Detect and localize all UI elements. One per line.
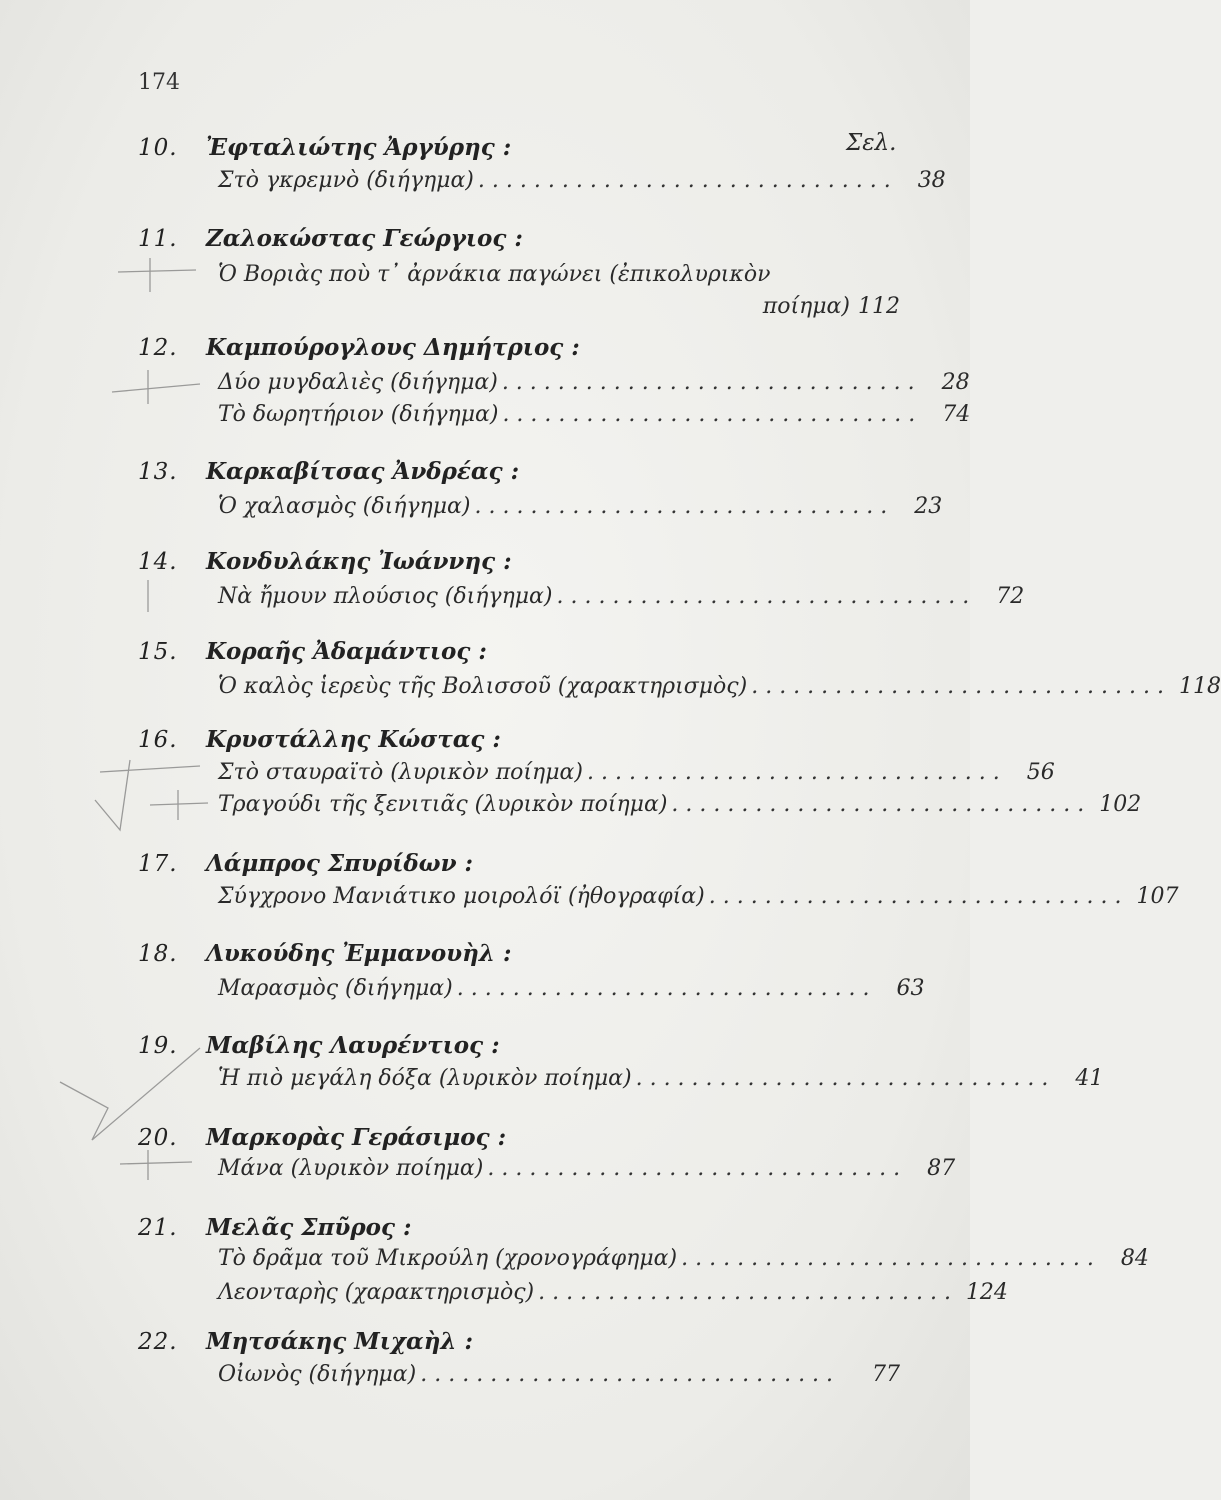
author-heading: 19. Μαβίλης Λαυρέντιος : (138, 1032, 500, 1059)
pencil-cross-mark (120, 1162, 192, 1164)
work-line-continuation: ποίημα) 112 (762, 294, 900, 319)
author-heading: 12. Καμπούρογλους Δημήτριος : (138, 334, 580, 361)
work-line: Στὸ γκρεμνὸ (διήγημα) .............................. 38 (218, 168, 946, 193)
pencil-cross-mark (118, 270, 196, 272)
author-heading: 18. Λυκούδης Ἐμμανουὴλ : (138, 940, 512, 967)
work-line: Ὁ Βοριὰς ποὺ τ᾽ ἀρνάκια παγώνει (ἐπικολυρικὸν (218, 262, 771, 287)
author-heading: 11. Ζαλοκώστας Γεώργιος : (138, 225, 523, 252)
work-line: Μαρασμὸς (διήγημα) .............................. 63 (218, 976, 925, 1001)
work-line: Τραγούδι τῆς ξενιτιᾶς (λυρικὸν ποίημα) .............................. 102 (218, 792, 1142, 817)
work-line: Ὁ χαλασμὸς (διήγημα) .............................. 23 (218, 494, 943, 519)
work-line: Ἡ πιὸ μεγάλη δόξα (λυρικὸν ποίημα) .............................. 41 (218, 1066, 1104, 1091)
work-line: Νὰ ἤμουν πλούσιος (διήγημα) .............................. 72 (218, 584, 1025, 609)
pencil-cross-mark (100, 766, 200, 772)
author-heading: 14. Κονδυλάκης Ἰωάννης : (138, 548, 512, 575)
author-heading: 20. Μαρκορὰς Γεράσιμος : (138, 1124, 507, 1151)
author-heading: 17. Λάμπρος Σπυρίδων : (138, 850, 474, 877)
author-heading: 21. Μελᾶς Σπῦρος : (138, 1214, 412, 1241)
author-heading: 16. Κρυστάλλης Κώστας : (138, 726, 501, 753)
pencil-check-mark (95, 760, 130, 830)
work-line: Δύο μυγδαλιὲς (διήγημα) .............................. 28 (218, 370, 970, 395)
work-line: Τὸ δωρητήριον (διήγημα) .............................. 74 (218, 402, 971, 427)
pencil-cross-mark (150, 803, 208, 805)
pencil-cross-mark (112, 384, 200, 392)
author-heading: 13. Καρκαβίτσας Ἀνδρέας : (138, 458, 520, 485)
work-line: Στὸ σταυραϊτὸ (λυρικὸν ποίημα) .............................. 56 (218, 760, 1055, 785)
author-heading: 22. Μητσάκης Μιχαὴλ : (138, 1328, 474, 1355)
work-line: Ὁ καλὸς ἱερεὺς τῆς Βολισσοῦ (χαρακτηρισμὸς) .............................. 118 (218, 674, 1221, 699)
work-line: Μάνα (λυρικὸν ποίημα) .............................. 87 (218, 1156, 956, 1181)
author-heading: 10. Ἐφταλιώτης Ἀργύρης : (138, 134, 512, 161)
page-column-label: Σελ. (846, 130, 897, 156)
work-line: Τὸ δρᾶμα τοῦ Μικρούλη (χρονογράφημα) .............................. 84 (218, 1246, 1149, 1271)
work-line: Λεονταρὴς (χαρακτηρισμὸς) .............................. 124 (218, 1280, 1008, 1305)
page-number: 174 (138, 70, 180, 95)
author-heading: 15. Κοραῆς Ἀδαμάντιος : (138, 638, 487, 665)
work-line: Οἰωνὸς (διήγημα) .............................. 77 (218, 1362, 900, 1387)
work-line: Σύγχρονο Μανιάτικο μοιρολόϊ (ἠθογραφία) .............................. 107 (218, 884, 1179, 909)
